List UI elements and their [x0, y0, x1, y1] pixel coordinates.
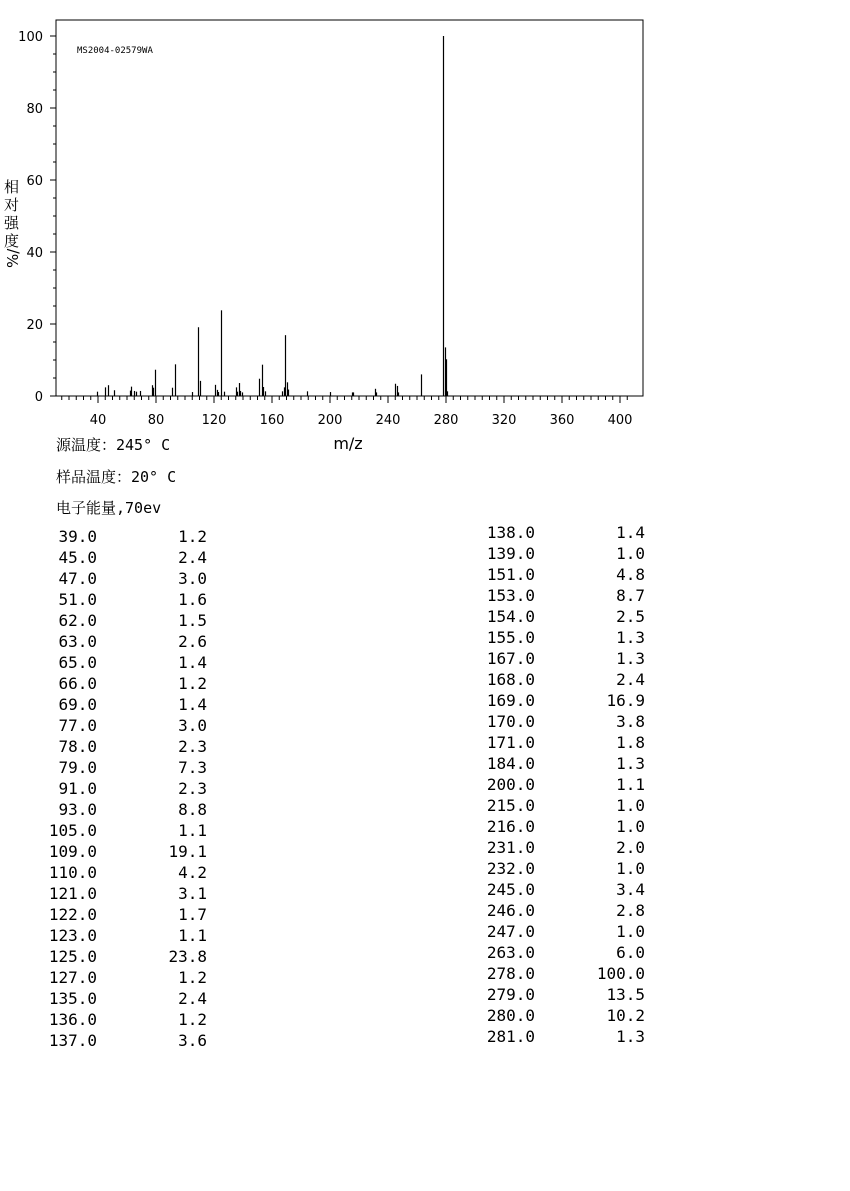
x-tick-label: 80 [147, 413, 165, 428]
table-row [0, 884, 220, 905]
mz-value: 154.0 [486, 607, 535, 626]
mz-value: 231.0 [486, 838, 535, 857]
intensity-value: 2.6 [178, 632, 207, 651]
table-row [430, 649, 650, 670]
mz-value: 91.0 [58, 779, 97, 798]
mz-value: 79.0 [58, 758, 97, 777]
intensity-value: 23.8 [168, 947, 207, 966]
mz-value: 110.0 [48, 863, 97, 882]
mz-value: 69.0 [58, 695, 97, 714]
table-row [0, 737, 220, 758]
table-row [430, 880, 650, 901]
intensity-value: 1.0 [616, 817, 645, 836]
y-axis-label-char: 相 [4, 178, 20, 196]
mz-value: 215.0 [486, 796, 535, 815]
table-row [0, 968, 220, 989]
intensity-value: 4.8 [616, 565, 645, 584]
sample-id-label: MS2004-02579WA [77, 46, 153, 56]
y-tick-label: 0 [34, 390, 43, 405]
mz-value: 246.0 [486, 901, 535, 920]
mz-value: 125.0 [48, 947, 97, 966]
table-row [430, 523, 650, 544]
x-tick-label: 120 [201, 413, 227, 428]
table-row [0, 947, 220, 968]
y-axis-label [4, 178, 22, 268]
intensity-value: 19.1 [168, 842, 207, 861]
x-axis-label: m/z [333, 434, 363, 453]
intensity-value: 1.0 [616, 796, 645, 815]
y-axis-label-char: 对 [4, 196, 20, 214]
mz-value: 232.0 [486, 859, 535, 878]
x-tick-label: 360 [549, 413, 575, 428]
mass-spectrum-chart [0, 0, 850, 460]
mz-value: 170.0 [486, 712, 535, 731]
mz-value: 78.0 [58, 737, 97, 756]
intensity-value: 2.5 [616, 607, 645, 626]
table-row [0, 905, 220, 926]
intensity-value: 3.0 [178, 716, 207, 735]
intensity-value: 1.5 [178, 611, 207, 630]
mz-value: 137.0 [48, 1031, 97, 1050]
intensity-value: 1.3 [616, 628, 645, 647]
mz-value: 151.0 [486, 565, 535, 584]
intensity-value: 1.3 [616, 649, 645, 668]
table-row [430, 754, 650, 775]
table-row [430, 586, 650, 607]
mz-value: 139.0 [486, 544, 535, 563]
mz-value: 135.0 [48, 989, 97, 1008]
table-row [0, 842, 220, 863]
mz-value: 171.0 [486, 733, 535, 752]
table-row [430, 796, 650, 817]
mz-value: 62.0 [58, 611, 97, 630]
intensity-value: 16.9 [606, 691, 645, 710]
mz-value: 109.0 [48, 842, 97, 861]
table-row [430, 712, 650, 733]
mz-value: 278.0 [486, 964, 535, 983]
table-row [430, 1006, 650, 1027]
y-tick-label: 100 [18, 30, 43, 45]
intensity-value: 3.0 [178, 569, 207, 588]
y-axis-label-char: 强 [4, 214, 20, 232]
intensity-value: 2.3 [178, 737, 207, 756]
intensity-value: 2.4 [178, 548, 207, 567]
mz-value: 279.0 [486, 985, 535, 1004]
y-tick-label: 60 [26, 174, 43, 189]
intensity-value: 1.1 [178, 821, 207, 840]
source-temperature: 源温度：245° C [56, 436, 171, 454]
mz-value: 63.0 [58, 632, 97, 651]
intensity-value: 3.4 [616, 880, 645, 899]
intensity-value: 2.3 [178, 779, 207, 798]
intensity-value: 1.7 [178, 905, 207, 924]
mz-value: 121.0 [48, 884, 97, 903]
mz-value: 105.0 [48, 821, 97, 840]
x-tick-label: 200 [317, 413, 343, 428]
table-row [430, 1027, 650, 1048]
intensity-value: 10.2 [606, 1006, 645, 1025]
table-row [430, 964, 650, 985]
x-tick-label: 40 [89, 413, 107, 428]
mz-value: 245.0 [486, 880, 535, 899]
table-row [0, 716, 220, 737]
y-axis-label-unit: %/ [4, 248, 22, 268]
intensity-value: 1.1 [616, 775, 645, 794]
intensity-value: 1.4 [178, 653, 207, 672]
table-row [0, 779, 220, 800]
intensity-value: 100.0 [596, 964, 645, 983]
y-tick-label: 20 [26, 318, 43, 333]
table-row [430, 838, 650, 859]
peak-table-left [0, 527, 220, 1052]
table-row [430, 901, 650, 922]
mz-value: 136.0 [48, 1010, 97, 1029]
table-row [430, 733, 650, 754]
table-row [0, 653, 220, 674]
intensity-value: 3.6 [178, 1031, 207, 1050]
table-row [0, 632, 220, 653]
mz-value: 184.0 [486, 754, 535, 773]
mz-value: 93.0 [58, 800, 97, 819]
table-row [0, 989, 220, 1010]
mz-value: 200.0 [486, 775, 535, 794]
intensity-value: 1.2 [178, 527, 207, 546]
x-tick-label: 280 [433, 413, 459, 428]
mz-value: 45.0 [58, 548, 97, 567]
intensity-value: 2.0 [616, 838, 645, 857]
table-row [0, 821, 220, 842]
mz-value: 122.0 [48, 905, 97, 924]
intensity-value: 1.8 [616, 733, 645, 752]
intensity-value: 1.4 [178, 695, 207, 714]
electron-energy: 电子能量,70ev [56, 499, 162, 517]
intensity-value: 3.8 [616, 712, 645, 731]
table-row [430, 607, 650, 628]
table-row [430, 943, 650, 964]
table-row [430, 544, 650, 565]
intensity-value: 1.0 [616, 544, 645, 563]
peak-bars [98, 36, 448, 396]
x-tick-label: 240 [375, 413, 401, 428]
table-row [0, 758, 220, 779]
intensity-value: 1.0 [616, 859, 645, 878]
table-row [430, 922, 650, 943]
y-axis-label-char: 度 [4, 232, 20, 250]
mz-value: 127.0 [48, 968, 97, 987]
table-row [0, 527, 220, 548]
mz-value: 123.0 [48, 926, 97, 945]
intensity-value: 8.8 [178, 800, 207, 819]
table-row [0, 863, 220, 884]
table-row [0, 800, 220, 821]
intensity-value: 2.4 [616, 670, 645, 689]
intensity-value: 1.2 [178, 968, 207, 987]
intensity-value: 2.4 [178, 989, 207, 1008]
mz-value: 169.0 [486, 691, 535, 710]
mz-value: 47.0 [58, 569, 97, 588]
mz-value: 280.0 [486, 1006, 535, 1025]
table-row [0, 674, 220, 695]
table-row [430, 565, 650, 586]
intensity-value: 6.0 [616, 943, 645, 962]
y-axis [18, 30, 56, 405]
mz-value: 39.0 [58, 527, 97, 546]
intensity-value: 1.2 [178, 674, 207, 693]
table-row [430, 691, 650, 712]
intensity-value: 2.8 [616, 901, 645, 920]
table-row [0, 926, 220, 947]
mz-value: 153.0 [486, 586, 535, 605]
peak-table-right [430, 523, 650, 1048]
table-row [0, 695, 220, 716]
table-row [0, 590, 220, 611]
table-row [0, 569, 220, 590]
mz-value: 66.0 [58, 674, 97, 693]
mz-value: 51.0 [58, 590, 97, 609]
table-row [430, 859, 650, 880]
table-row [0, 1010, 220, 1031]
mz-value: 167.0 [486, 649, 535, 668]
intensity-value: 1.1 [178, 926, 207, 945]
intensity-value: 1.3 [616, 754, 645, 773]
table-row [430, 985, 650, 1006]
intensity-value: 1.2 [178, 1010, 207, 1029]
intensity-value: 1.6 [178, 590, 207, 609]
plot-frame [56, 20, 643, 396]
sample-temperature: 样品温度：20° C [56, 468, 177, 486]
intensity-value: 7.3 [178, 758, 207, 777]
intensity-value: 1.3 [616, 1027, 645, 1046]
x-tick-label: 320 [491, 413, 517, 428]
intensity-value: 1.4 [616, 523, 645, 542]
intensity-value: 13.5 [606, 985, 645, 1004]
mz-value: 247.0 [486, 922, 535, 941]
table-row [430, 817, 650, 838]
mz-value: 155.0 [486, 628, 535, 647]
mz-value: 263.0 [486, 943, 535, 962]
table-row [0, 1031, 220, 1052]
intensity-value: 1.0 [616, 922, 645, 941]
mz-value: 138.0 [486, 523, 535, 542]
intensity-value: 4.2 [178, 863, 207, 882]
intensity-value: 3.1 [178, 884, 207, 903]
table-row [430, 775, 650, 796]
x-tick-label: 160 [259, 413, 285, 428]
mz-value: 281.0 [486, 1027, 535, 1046]
mz-value: 168.0 [486, 670, 535, 689]
mz-value: 77.0 [58, 716, 97, 735]
x-tick-label: 400 [607, 413, 633, 428]
y-tick-label: 80 [26, 102, 43, 117]
table-row [0, 611, 220, 632]
intensity-value: 8.7 [616, 586, 645, 605]
table-row [430, 628, 650, 649]
x-axis [62, 396, 633, 428]
mz-value: 216.0 [486, 817, 535, 836]
table-row [430, 670, 650, 691]
table-row [0, 548, 220, 569]
y-tick-label: 40 [26, 246, 43, 261]
mz-value: 65.0 [58, 653, 97, 672]
